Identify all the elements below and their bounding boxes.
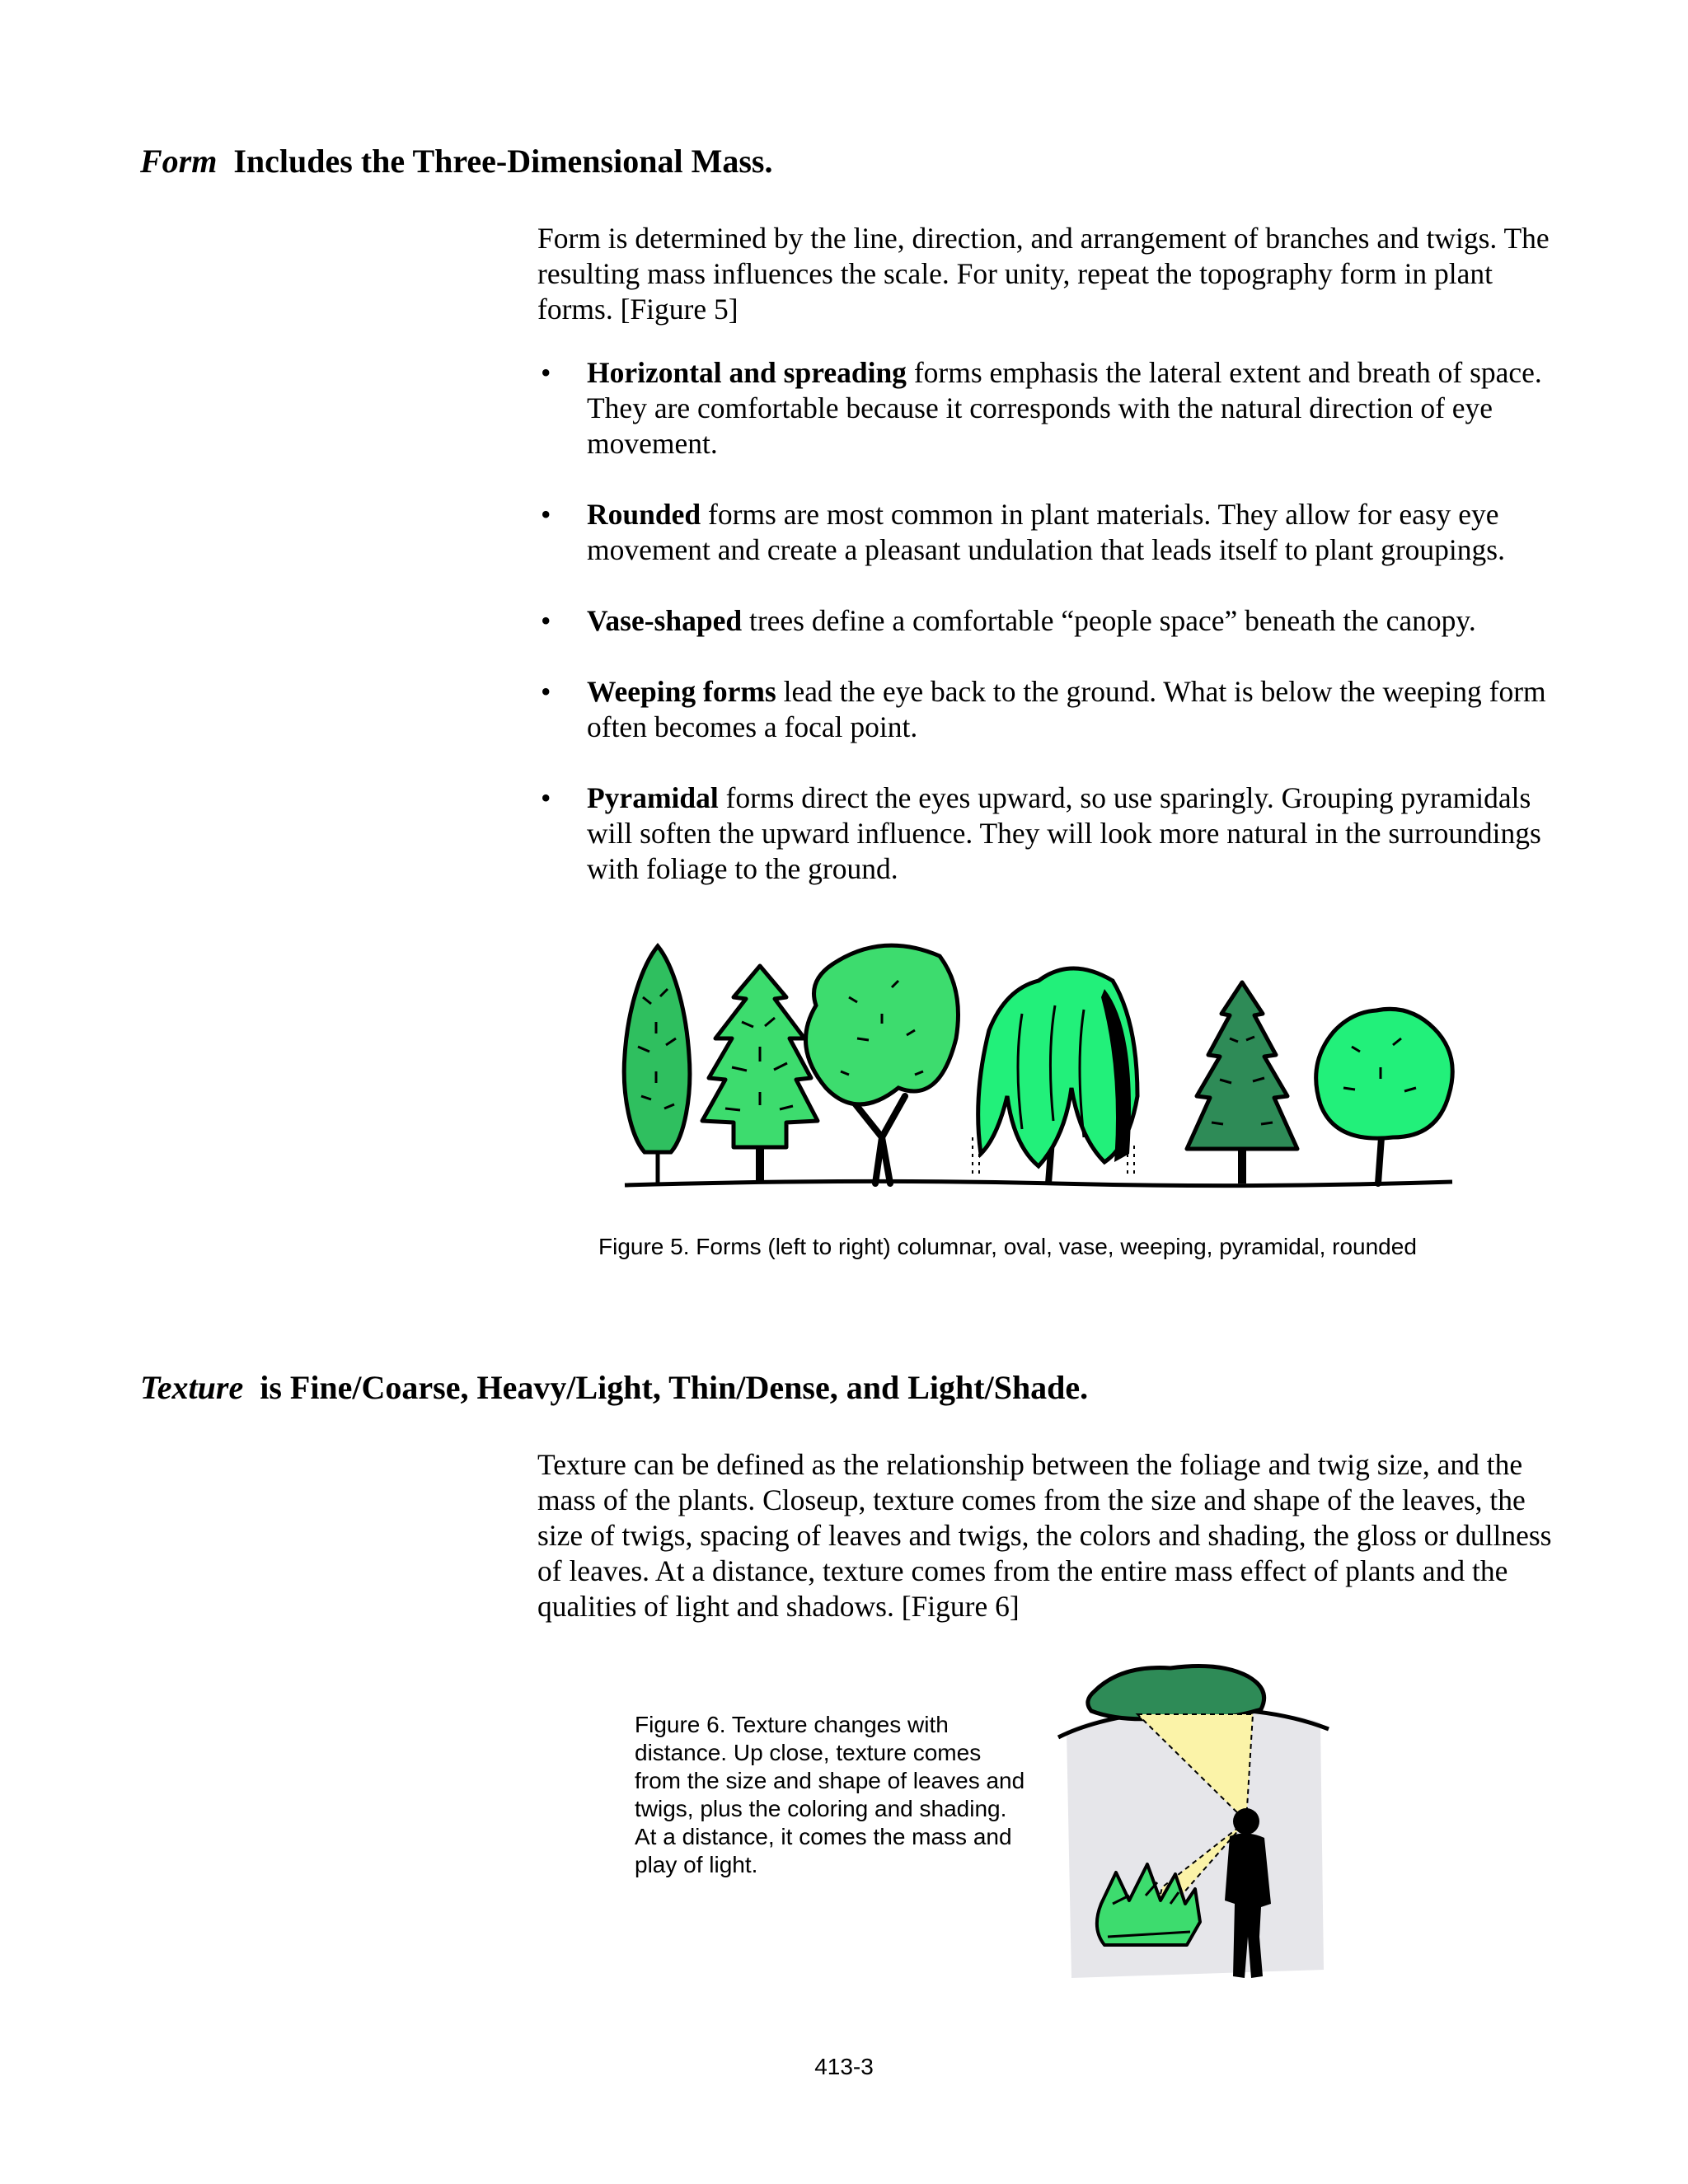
list-item	[537, 497, 1559, 568]
figure6-caption: Figure 6. Texture changes with distance. Up close, texture comes from the size and shape of leaves and twigs, plus the coloring and shading. At a distance, it comes the mass and play of light.	[635, 1712, 1025, 1877]
bullet-term: Rounded	[587, 498, 701, 531]
bullet-text: forms are most common in plant materials. They allow for easy eye movement and create a pleasant undulation that leads itself to plant groupings.	[587, 498, 1505, 566]
bullet-icon: •	[541, 675, 551, 708]
rounded-tree-icon	[1316, 1009, 1453, 1183]
distant-tree-mass-icon	[1088, 1666, 1264, 1719]
texture-heading-emphasis: Texture	[140, 1369, 244, 1406]
vase-tree-icon	[806, 945, 959, 1183]
list-item	[537, 603, 1559, 639]
oval-tree-icon	[702, 966, 818, 1183]
form-heading-emphasis: Form	[140, 143, 218, 180]
bullet-term: Pyramidal	[587, 781, 719, 814]
form-bullet-list	[537, 355, 1559, 922]
form-heading-text: Includes the Three-Dimensional Mass.	[233, 143, 773, 180]
bullet-term: Horizontal and spreading	[587, 356, 907, 389]
list-item	[537, 355, 1559, 462]
bullet-icon: •	[541, 356, 551, 389]
list-item	[537, 674, 1559, 745]
bullet-term: Weeping forms	[587, 675, 776, 708]
columnar-tree-icon	[624, 946, 690, 1183]
bullet-icon: •	[541, 498, 551, 531]
page-number: 413-3	[814, 2054, 874, 2079]
figure6-texture-illustration	[1055, 1657, 1335, 1986]
bullet-text: forms emphasis the lateral extent and breath of space. They are comfortable because it corresponds with the natural direction of eye movement.	[587, 356, 1542, 460]
ground-line	[625, 1181, 1452, 1185]
texture-heading-text: is Fine/Coarse, Heavy/Light, Thin/Dense, and Light/Shade.	[260, 1369, 1089, 1406]
bullet-icon: •	[541, 604, 551, 637]
form-heading	[140, 142, 772, 181]
figure5-caption: Figure 5. Forms (left to right) columnar, oval, vase, weeping, pyramidal, rounded	[598, 1234, 1417, 1259]
pyramidal-tree-icon	[1187, 982, 1297, 1183]
form-intro-paragraph: Form is determined by the line, direction, and arrangement of branches and twigs. The resulting mass influences the scale. For unity, repeat the topography form in plant forms. [Figure 5]	[537, 222, 1550, 326]
list-item	[537, 780, 1559, 887]
weeping-tree-icon	[973, 968, 1137, 1183]
texture-heading	[140, 1368, 1088, 1408]
bullet-text: forms direct the eyes upward, so use sparingly. Grouping pyramidals will soften the upward influence. They will look more natural in the surroundings with foliage to the ground.	[587, 781, 1541, 885]
figure5-tree-forms-illustration	[610, 931, 1500, 1203]
texture-intro-paragraph: Texture can be defined as the relationship between the foliage and twig size, and the mass of the plants. Closeup, texture comes from the size and shape of the leaves, the size of twigs, spacing of leaves and twigs, the colors and shading, the gloss or dullness of leaves. At a distance, texture comes from the entire mass effect of plants and the qualities of light and shadows. [Figure 6]	[537, 1448, 1552, 1623]
bullet-icon: •	[541, 781, 551, 814]
bullet-text: lead the eye back to the ground. What is below the weeping form often becomes a focal point.	[587, 675, 1546, 743]
bullet-text: trees define a comfortable “people space” beneath the canopy.	[742, 604, 1476, 637]
bullet-term: Vase-shaped	[587, 604, 743, 637]
